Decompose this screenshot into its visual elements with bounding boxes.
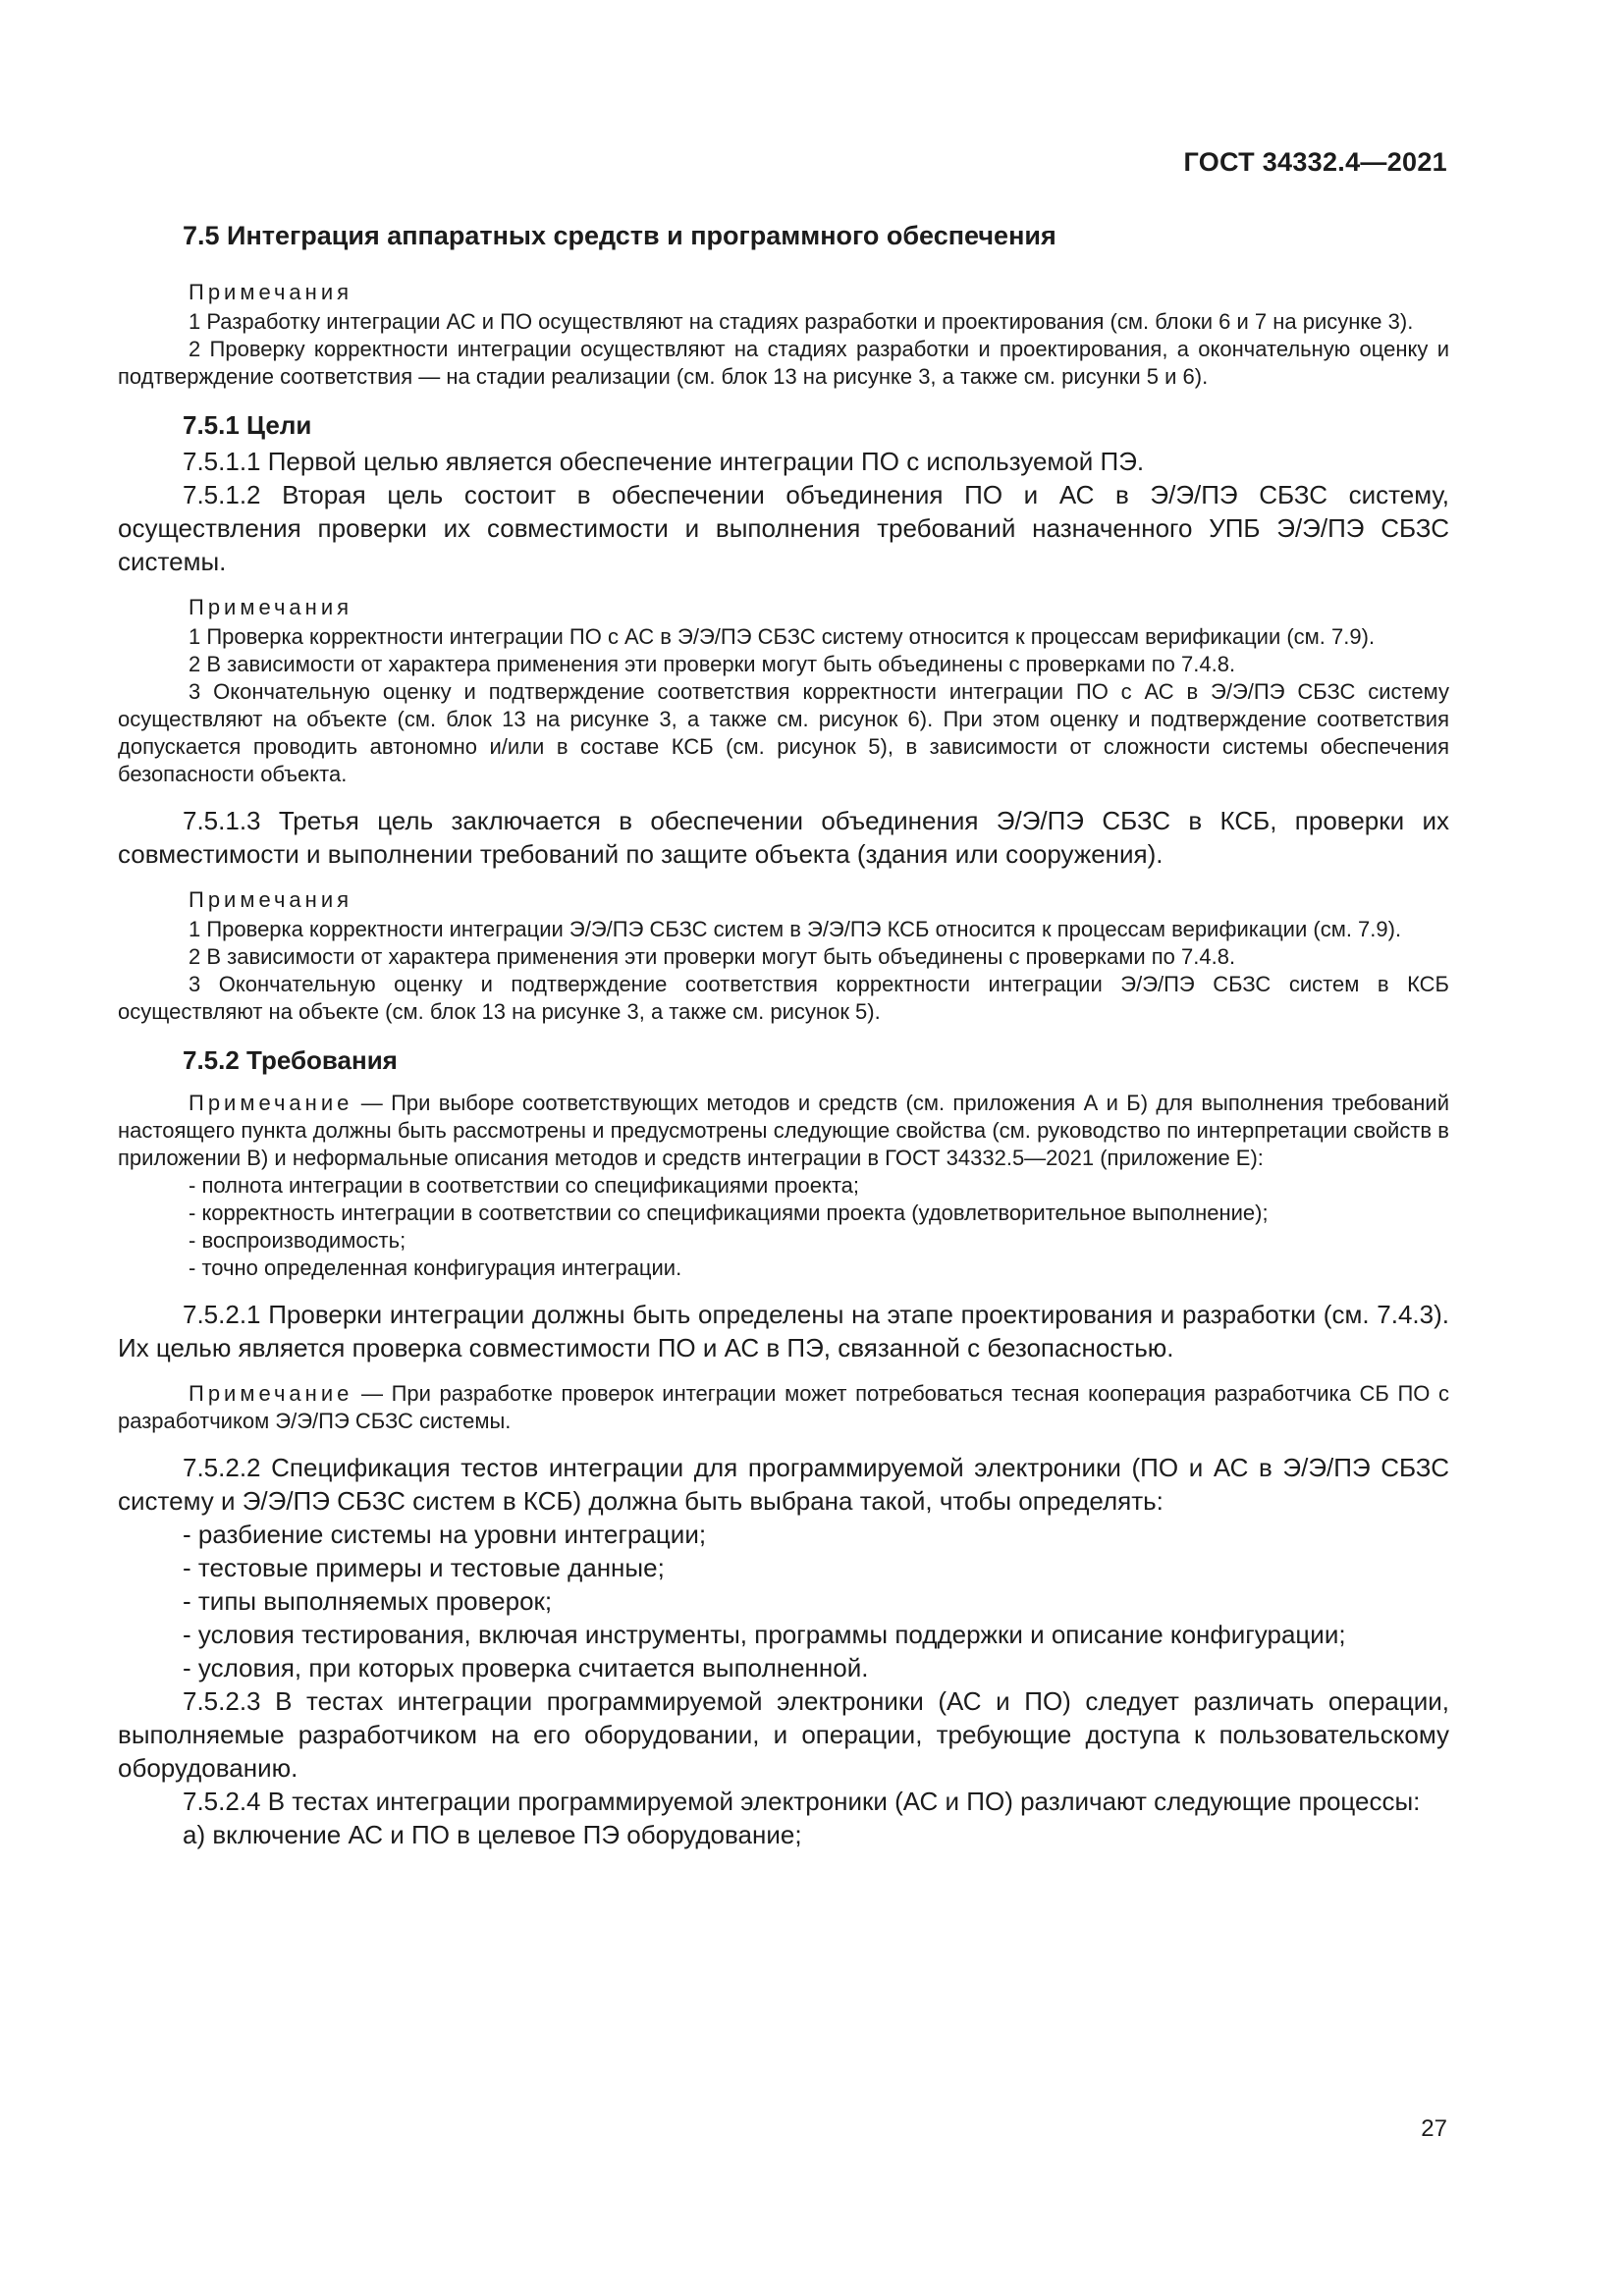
note-item: 1 Разработку интеграции АС и ПО осуществляют на стадиях разработки и проектирования (см. блоки 6 и 7 на рисунке 3). bbox=[189, 309, 1414, 334]
paragraph: 7.5.2.2 Спецификация тестов интеграции для программируемой электроники (ПО и АС в Э/Э/ПЭ СБЗС систему и Э/Э/ПЭ СБЗС систем в КСБ) должна быть выбрана такой, чтобы определять: bbox=[118, 1453, 1449, 1516]
note-item: 2 Проверку корректности интеграции осуществляют на стадиях разработки и проектирования, а окончательную оценку и подтверждение соответствия — на стадии реализации (см. блок 13 на рисунке 3, а также см. рисунки 5 и 6). bbox=[118, 337, 1449, 389]
note-item: 1 Проверка корректности интеграции Э/Э/ПЭ СБЗС систем в Э/Э/ПЭ КСБ относится к процессам верификации (см. 7.9). bbox=[189, 917, 1402, 941]
note-text: — При выборе соответствующих методов и средств (см. приложения А и Б) для выполнения требований настоящего пункта должны быть рассмотрены и предусмотрены следующие свойства (см. руководство по интерпретации свойств в приложении В) и неформальные описания методов и средств интеграции в ГОСТ 34332.5—2021 (приложение Е): bbox=[118, 1091, 1449, 1170]
list-item: - типы выполняемых проверок; bbox=[183, 1586, 553, 1616]
requirements-note bbox=[118, 1090, 1449, 1282]
list-item: а) включение АС и ПО в целевое ПЭ оборудование; bbox=[183, 1820, 802, 1849]
notes-title: Примечания bbox=[189, 887, 353, 912]
list-item: - корректность интеграции в соответствии со спецификациями проекта (удовлетворительное выполнение); bbox=[189, 1201, 1269, 1225]
notes-block-2 bbox=[118, 594, 1449, 788]
note-label: Примечание bbox=[189, 1381, 353, 1406]
standard-header: ГОСТ 34332.4—2021 bbox=[1183, 147, 1447, 177]
note-item bbox=[118, 1090, 1449, 1172]
subsection-title-requirements: 7.5.2 Требования bbox=[183, 1045, 398, 1075]
paragraph: 7.5.2.4 В тестах интеграции программируемой электроники (АС и ПО) различают следующие процессы: bbox=[183, 1787, 1421, 1816]
note-item: 3 Окончательную оценку и подтверждение соответствия корректности интеграции ПО с АС в Э/Э/ПЭ СБЗС систему осуществляют на объекте (см. блок 13 на рисунке 3, а также см. рисунок 6). При этом оценку и подтверждение соответствия допускается проводить автономно и/или в составе КСБ (см. рисунок 5), в зависимости от сложности системы обеспечения безопасности объекта. bbox=[118, 679, 1449, 786]
note-item: 2 В зависимости от характера применения эти проверки могут быть объединены с проверками по 7.4.8. bbox=[189, 944, 1236, 969]
notes-block-1 bbox=[118, 279, 1449, 391]
note-item: 1 Проверка корректности интеграции ПО с АС в Э/Э/ПЭ СБЗС систему относится к процессам верификации (см. 7.9). bbox=[189, 624, 1376, 649]
page-number: 27 bbox=[1421, 2115, 1447, 2142]
list-item: - разбиение системы на уровни интеграции; bbox=[183, 1520, 707, 1549]
note-item: 3 Окончательную оценку и подтверждение соответствия корректности интеграции Э/Э/ПЭ СБЗС систем в КСБ осуществляют на объекте (см. блок 13 на рисунке 3, а также см. рисунок 5). bbox=[118, 972, 1449, 1024]
note-item bbox=[118, 1380, 1449, 1435]
paragraph: 7.5.2.1 Проверки интеграции должны быть определены на этапе проектирования и разработки (см. 7.4.3). Их целью является проверка совместимости ПО и АС в ПЭ, связанной с безопасностью. bbox=[118, 1300, 1449, 1362]
list-item: - условия тестирования, включая инструменты, программы поддержки и описание конфигурации; bbox=[183, 1620, 1346, 1649]
note-text: — При разработке проверок интеграции может потребоваться тесная кооперация разработчика СБ ПО с разработчиком Э/Э/ПЭ СБЗС системы. bbox=[118, 1381, 1449, 1433]
notes-block-3 bbox=[118, 886, 1449, 1026]
paragraph: 7.5.1.1 Первой целью является обеспечение интеграции ПО с используемой ПЭ. bbox=[183, 447, 1145, 476]
list-item: - тестовые примеры и тестовые данные; bbox=[183, 1553, 665, 1582]
requirements-note-2 bbox=[118, 1380, 1449, 1435]
subsection-title-goals: 7.5.1 Цели bbox=[183, 410, 312, 440]
paragraph: 7.5.1.3 Третья цель заключается в обеспечении объединения Э/Э/ПЭ СБЗС в КСБ, проверки их совместимости и выполнении требований по защите объекта (здания или сооружения). bbox=[118, 806, 1449, 869]
note-item: 2 В зависимости от характера применения эти проверки могут быть объединены с проверками по 7.4.8. bbox=[189, 652, 1236, 676]
notes-title: Примечания bbox=[189, 595, 353, 619]
note-label: Примечание bbox=[189, 1091, 353, 1115]
page-content bbox=[118, 221, 1449, 1851]
section-title: 7.5 Интеграция аппаратных средств и программного обеспечения bbox=[183, 221, 1056, 250]
list-item: - условия, при которых проверка считается выполненной. bbox=[183, 1653, 869, 1682]
paragraph: 7.5.1.2 Вторая цель состоит в обеспечении объединения ПО и АС в Э/Э/ПЭ СБЗС систему, осуществления проверки их совместимости и выполнения требований назначенного УПБ Э/Э/ПЭ СБЗС системы. bbox=[118, 480, 1449, 576]
notes-title: Примечания bbox=[189, 280, 353, 304]
list-item: - полнота интеграции в соответствии со спецификациями проекта; bbox=[189, 1173, 860, 1198]
paragraph: 7.5.2.3 В тестах интеграции программируемой электроники (АС и ПО) следует различать операции, выполняемые разработчиком на его оборудовании, и операции, требующие доступа к пользовательскому оборудованию. bbox=[118, 1686, 1449, 1783]
list-item: - воспроизводимость; bbox=[189, 1228, 406, 1253]
list-item: - точно определенная конфигурация интеграции. bbox=[189, 1255, 682, 1280]
